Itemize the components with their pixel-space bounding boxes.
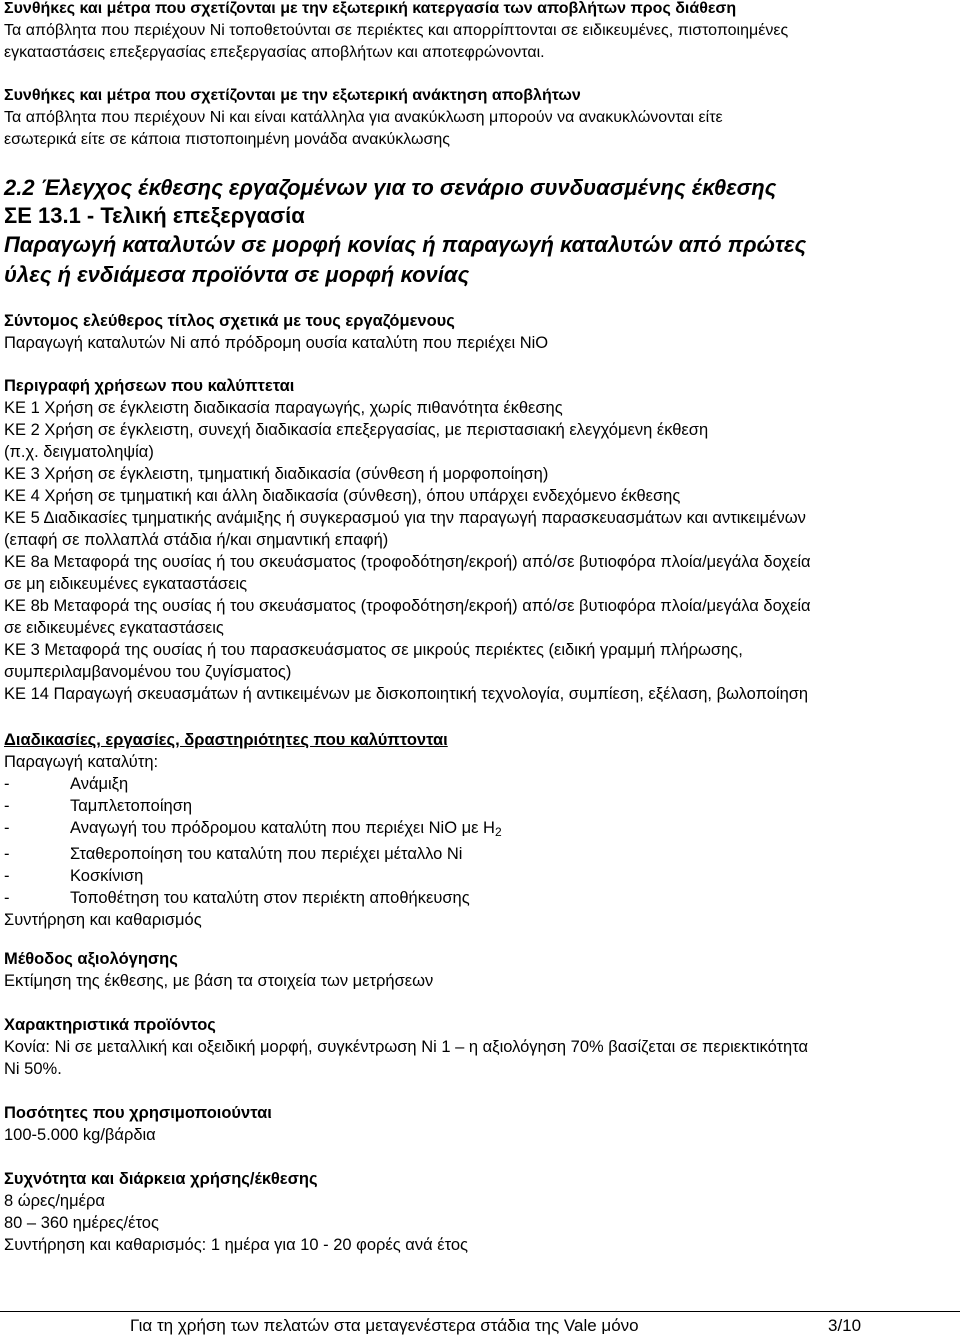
list-item xyxy=(4,817,502,843)
waste-recovery-heading: Συνθήκες και μέτρα που σχετίζονται με την εξωτερική ανάκτηση αποβλήτων xyxy=(4,87,581,104)
use-line: ΚΕ 4 Χρήση σε τμηματική και άλλη διαδικασία (σύνθεση), όπου υπάρχει ενδεχόμενο έκθεσης xyxy=(4,487,681,505)
list-item-text xyxy=(70,817,502,843)
section-description: Παραγωγή καταλυτών σε μορφή κονίας ή παραγωγή καταλυτών από πρώτες xyxy=(4,232,807,257)
waste-recovery-line: εσωτερικά είτε σε κάποια πιστοποιημένη μονάδα ανακύκλωσης xyxy=(4,131,450,148)
section-title: 2.2 Έλεγχος έκθεσης εργαζομένων για το σενάριο συνδυασμένης έκθεσης xyxy=(4,175,777,200)
processes-intro: Παραγωγή καταλύτη: xyxy=(4,753,159,771)
list-item-text: Σταθεροποίηση του καταλύτη που περιέχει μέταλλο Ni xyxy=(70,845,463,863)
subscript: 2 xyxy=(494,825,502,839)
waste-disposal-section xyxy=(4,0,788,64)
quantities-section xyxy=(4,1102,272,1146)
frequency-line: 80 – 360 ημέρες/έτος xyxy=(4,1214,159,1232)
assessment-text: Εκτίμηση της έκθεσης, με βάση τα στοιχεία των μετρήσεων xyxy=(4,972,434,990)
list-dash: - xyxy=(4,819,10,837)
footer-divider xyxy=(0,1311,960,1312)
section-description: ύλες ή ενδιάμεσα προϊόντα σε μορφή κονίας xyxy=(4,262,470,287)
product-line: Κονία: Ni σε μεταλλική και οξειδική μορφή, συγκέντρωση Ni 1 – η αξιολόγηση 70% βασίζεται σε περιεκτικότητα xyxy=(4,1038,809,1056)
uses-section xyxy=(4,375,811,705)
processes-heading: Διαδικασίες, εργασίες, δραστηριότητες που καλύπτονται xyxy=(4,731,448,749)
list-dash: - xyxy=(4,797,10,815)
use-line: σε μη ειδικευμένες εγκαταστάσεις xyxy=(4,575,248,593)
use-line: ΚΕ 8a Μεταφορά της ουσίας ή του σκευάσματος (τροφοδότηση/εκροή) από/σε βυτιοφόρα πλοία/μεγάλα δοχεία xyxy=(4,553,811,571)
short-title-heading: Σύντομος ελεύθερος τίτλος σχετικά με τους εργαζόμενους xyxy=(4,312,455,330)
quantities-heading: Ποσότητες που χρησιμοποιούνται xyxy=(4,1104,272,1122)
product-heading: Χαρακτηριστικά προϊόντος xyxy=(4,1016,216,1034)
list-dash: - xyxy=(4,889,10,907)
section-title-block xyxy=(4,174,806,290)
frequency-line: 8 ώρες/ημέρα xyxy=(4,1192,105,1210)
waste-recovery-line: Τα απόβλητα που περιέχουν Ni και είναι κατάλληλα για ανακύκλωση μπορούν να ανακυκλώνονται είτε xyxy=(4,109,723,126)
short-title-section xyxy=(4,310,548,354)
list-dash: - xyxy=(4,845,10,863)
waste-recovery-section xyxy=(4,85,723,151)
quantities-text: 100-5.000 kg/βάρδια xyxy=(4,1126,156,1144)
waste-disposal-line: εγκαταστάσεις επεξεργασίας επεξεργασίας αποβλήτων και αποτεφρώνονται. xyxy=(4,44,545,61)
list-item xyxy=(4,887,502,909)
frequency-section xyxy=(4,1168,468,1256)
processes-section xyxy=(4,729,502,931)
list-item-text: Ταμπλετοποίηση xyxy=(70,797,193,815)
list-item-text: Τοποθέτηση του καταλύτη στον περιέκτη αποθήκευσης xyxy=(70,889,470,907)
uses-heading: Περιγραφή χρήσεων που καλύπτεται xyxy=(4,377,295,395)
use-line: ΚΕ 3 Μεταφορά της ουσίας ή του παρασκευάσματος σε μικρούς περιέκτες (ειδική γραμμή πλήρωσης, xyxy=(4,641,743,659)
page-number: 3/10 xyxy=(828,1316,862,1335)
frequency-heading: Συχνότητα και διάρκεια χρήσης/έκθεσης xyxy=(4,1170,318,1188)
section-subtitle: ΣΕ 13.1 - Τελική επεξεργασία xyxy=(4,203,305,228)
product-section xyxy=(4,1014,808,1080)
product-line: Ni 50%. xyxy=(4,1060,62,1078)
use-line: ΚΕ 3 Χρήση σε έγκλειστη, τμηματική διαδικασία (σύνθεση ή μορφοποίηση) xyxy=(4,465,549,483)
waste-disposal-line: Τα απόβλητα που περιέχουν Ni τοποθετούνται σε περιέκτες και απορρίπτονται σε ειδικευμένες, πιστοποιημένες xyxy=(4,22,789,39)
processes-outro: Συντήρηση και καθαρισμός xyxy=(4,911,202,929)
use-line: (π.χ. δειγματοληψία) xyxy=(4,443,154,461)
use-line: συμπεριλαμβανομένου του ζυγίσματος) xyxy=(4,663,292,681)
use-line: ΚΕ 8b Μεταφορά της ουσίας ή του σκευάσματος (τροφοδότηση/εκροή) από/σε βυτιοφόρα πλοία/μεγάλα δοχεία xyxy=(4,597,811,615)
use-line: ΚΕ 2 Χρήση σε έγκλειστη, συνεχή διαδικασία επεξεργασίας, με περιστασιακή ελεγχόμενη έκθεση xyxy=(4,421,709,439)
list-item xyxy=(4,795,502,817)
list-item-text-main: Αναγωγή του πρόδρομου καταλύτη που περιέχει NiO με H xyxy=(70,819,495,837)
use-line: ΚΕ 14 Παραγωγή σκευασμάτων ή αντικειμένων με δισκοποιητική τεχνολογία, συμπίεση, εξέλαση, βωλοποίηση xyxy=(4,685,809,703)
use-line: ΚΕ 1 Χρήση σε έγκλειστη διαδικασία παραγωγής, χωρίς πιθανότητα έκθεσης xyxy=(4,399,563,417)
list-item-text: Κοσκίνιση xyxy=(70,867,144,885)
use-line: (επαφή σε πολλαπλά στάδια ή/και σημαντική επαφή) xyxy=(4,531,389,549)
assessment-section xyxy=(4,948,433,992)
assessment-heading: Μέθοδος αξιολόγησης xyxy=(4,950,178,968)
list-item-text: Ανάμιξη xyxy=(70,775,129,793)
list-dash: - xyxy=(4,775,10,793)
list-item xyxy=(4,865,502,887)
short-title-text: Παραγωγή καταλυτών Ni από πρόδρομη ουσία καταλύτη που περιέχει NiO xyxy=(4,334,549,352)
frequency-line: Συντήρηση και καθαρισμός: 1 ημέρα για 10 - 20 φορές ανά έτος xyxy=(4,1236,468,1254)
list-item xyxy=(4,843,502,865)
use-line: ΚΕ 5 Διαδικασίες τμηματικής ανάμιξης ή συγκερασμού για την παραγωγή παρασκευασμάτων και αντικειμένων xyxy=(4,509,806,527)
list-dash: - xyxy=(4,867,10,885)
waste-disposal-heading: Συνθήκες και μέτρα που σχετίζονται με την εξωτερική κατεργασία των αποβλήτων προς διάθεση xyxy=(4,0,737,17)
footer-text: Για τη χρήση των πελατών στα μεταγενέστερα στάδια της Vale μόνο xyxy=(130,1316,639,1335)
use-line: σε ειδικευμένες εγκαταστάσεις xyxy=(4,619,224,637)
list-item xyxy=(4,773,502,795)
